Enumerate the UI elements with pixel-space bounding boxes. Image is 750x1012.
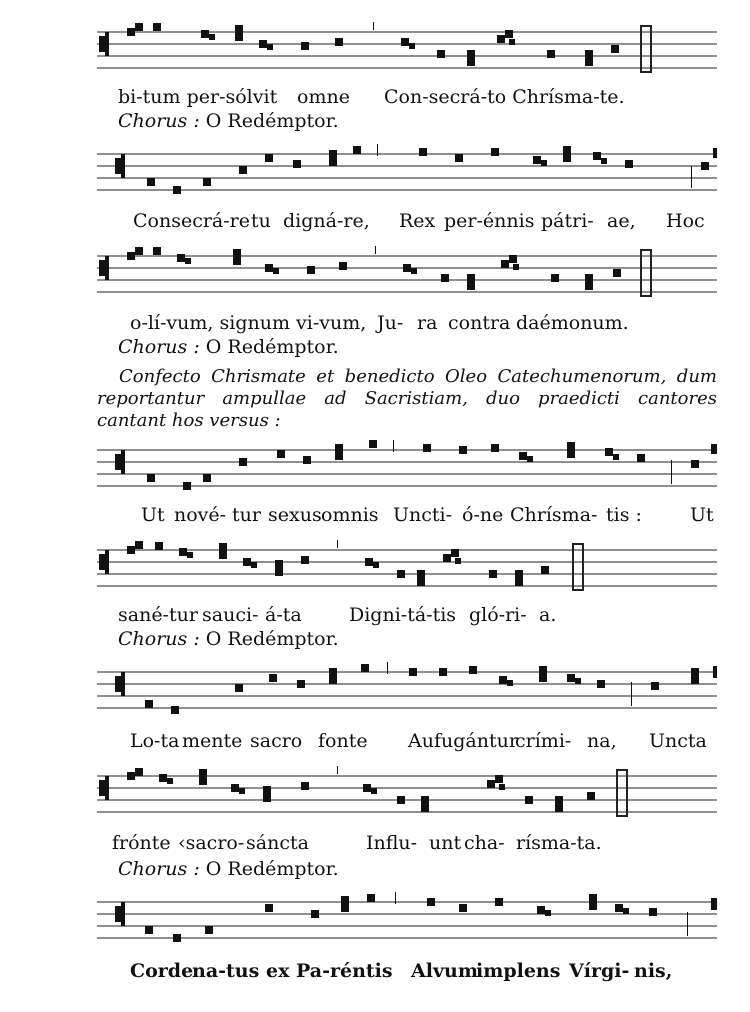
lyric-syllable: unt: [429, 832, 462, 854]
lyric-syllable: rísma-ta.: [516, 832, 602, 854]
lyric-syllable: bi-tum per-sólvit: [118, 86, 278, 108]
chorus-text: O Redémptor.: [205, 628, 339, 650]
lyric-syllable: o-lí-vum, signum vi-vum,: [130, 312, 367, 334]
lyric-syllable: a.: [539, 604, 557, 626]
lyric-syllable: Digni-tá-tis: [349, 604, 457, 626]
lyric-syllable: Uncta: [649, 730, 707, 752]
neume-notation-3: [97, 246, 717, 302]
lyric-syllable: ex: [266, 960, 290, 982]
lyric-syllable: frónte: [112, 832, 171, 854]
neume-notation-6: [97, 662, 717, 718]
lyric-syllable: gló-ri-: [469, 604, 527, 626]
lyric-syllable: digná-re,: [283, 210, 370, 232]
lyric-syllable: tur: [232, 504, 261, 526]
rubric-text: Confecto Chrismate et benedicto Oleo Catechumenorum, dum reportantur ampullae ad Sacristiam, duo praedicti cantores cantant hos versus :: [97, 366, 717, 431]
chorus-line-3: [118, 628, 339, 650]
chorus-line-2: [118, 336, 339, 358]
music-staff-7: [97, 766, 717, 822]
lyric-syllable: per-énnis: [444, 210, 535, 232]
music-staff-2: [97, 144, 717, 200]
lyric-syllable: sexus: [268, 504, 322, 526]
lyric-syllable: omne: [297, 86, 350, 108]
lyric-syllable: na-tus: [192, 960, 260, 982]
lyric-syllable: fonte: [318, 730, 368, 752]
lyric-syllable: pátri-: [541, 210, 594, 232]
lyric-syllable: Hoc: [666, 210, 705, 232]
lyric-syllable: ae,: [607, 210, 636, 232]
lyric-syllable: Ju-: [377, 312, 404, 334]
chorus-label: Chorus :: [118, 110, 200, 132]
lyric-syllable: na,: [587, 730, 617, 752]
lyric-syllable: tis :: [606, 504, 642, 526]
lyric-syllable: sáncta: [246, 832, 309, 854]
lyric-syllable: sané-tur: [118, 604, 198, 626]
lyric-syllable: Rex: [399, 210, 436, 232]
lyric-syllable: Lo-ta: [130, 730, 180, 752]
lyric-syllable: Aufugántur: [408, 730, 518, 752]
lyric-syllable: Con-secrá-to Chrísma-te.: [384, 86, 625, 108]
chorus-text: O Redémptor.: [205, 336, 339, 358]
lyric-syllable: ‹sacro-: [178, 832, 245, 854]
lyric-syllable: á-ta: [265, 604, 302, 626]
music-staff-1: [97, 22, 717, 78]
chorus-label: Chorus :: [118, 336, 200, 358]
lyric-syllable: nové-: [174, 504, 227, 526]
lyric-syllable: Influ-: [366, 832, 418, 854]
lyric-syllable: sauci-: [202, 604, 259, 626]
lyric-syllable: mente: [182, 730, 243, 752]
lyric-syllable: implens: [476, 960, 561, 982]
lyric-syllable: Ut: [141, 504, 165, 526]
lyric-syllable: cha-: [464, 832, 505, 854]
neume-notation-8: [97, 892, 717, 948]
lyric-syllable: Corde: [130, 960, 194, 982]
lyric-syllable: Pa-réntis: [296, 960, 393, 982]
neume-notation-5: [97, 540, 717, 596]
neume-notation-4: [97, 440, 717, 496]
lyric-syllable: ó-ne: [462, 504, 504, 526]
music-staff-6: [97, 662, 717, 718]
music-staff-5: [97, 540, 717, 596]
lyric-syllable: daémonum.: [516, 312, 629, 334]
neume-notation-7: [97, 766, 717, 822]
lyric-syllable: Chrísma-: [510, 504, 598, 526]
music-staff-4: [97, 440, 717, 496]
lyric-syllable: Consecrá-re: [133, 210, 251, 232]
rubric-paragraph: [97, 366, 717, 432]
lyric-syllable: ra: [417, 312, 438, 334]
lyric-syllable: omnis: [321, 504, 379, 526]
chorus-line-1: [118, 110, 339, 132]
chorus-text: O Redémptor.: [205, 110, 339, 132]
chorus-text: O Redémptor.: [205, 858, 339, 880]
chorus-line-4: [118, 858, 339, 880]
lyric-syllable: Vírgi-: [569, 960, 630, 982]
lyric-syllable: Alvum: [411, 960, 478, 982]
lyric-syllable: tu: [251, 210, 271, 232]
music-staff-3: [97, 246, 717, 302]
lyric-syllable: Ut: [690, 504, 714, 526]
lyric-syllable: nis,: [634, 960, 673, 982]
neume-notation-1: [97, 22, 717, 78]
lyric-syllable: sacro: [250, 730, 303, 752]
lyric-syllable: Uncti-: [393, 504, 453, 526]
lyric-syllable: crími-: [515, 730, 572, 752]
music-staff-8: [97, 892, 717, 948]
chorus-label: Chorus :: [118, 628, 200, 650]
neume-notation-2: [97, 144, 717, 200]
lyric-syllable: contra: [448, 312, 511, 334]
chorus-label: Chorus :: [118, 858, 200, 880]
